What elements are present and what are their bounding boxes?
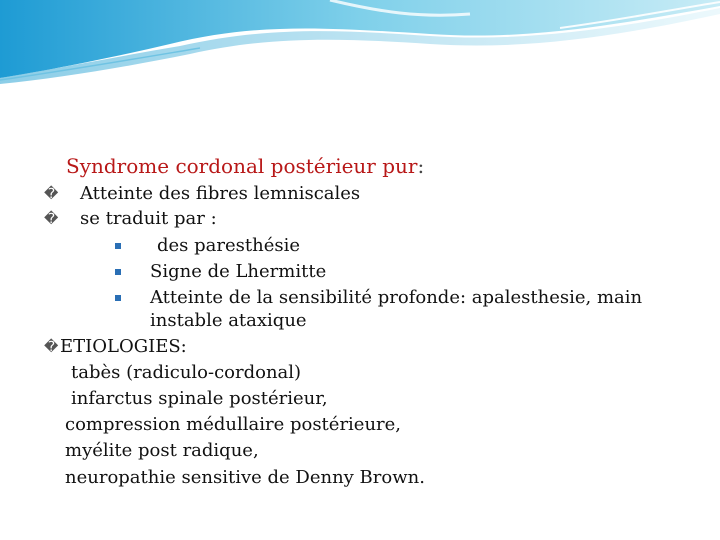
slide-title-colon: : [417,154,425,178]
etiology-item: neuropathie sensitive de Denny Brown. [65,467,425,488]
square-bullet-icon [115,295,121,301]
replacement-char-icon: � [44,186,59,202]
replacement-char-icon: � [44,211,59,227]
square-bullet-icon [115,243,121,249]
etiology-item: myélite post radique, [65,440,259,461]
etiology-item: compression médullaire postérieure, [65,414,402,435]
etiology-item: infarctus spinale postérieur, [71,388,328,409]
list-item: Atteinte des fibres lemniscales [80,183,361,204]
sub-list-item: Signe de Lhermitte [150,261,327,282]
etiologies-heading: ETIOLOGIES: [60,336,187,357]
replacement-char-icon: � [44,339,59,355]
etiology-item: tabès (radiculo-cordonal) [71,362,302,383]
list-item: se traduit par : [80,208,217,229]
sub-list-item: Atteinte de la sensibilité profonde: apalesthesie, main [150,287,643,308]
sub-list-item: des paresthésie [157,235,301,256]
sub-list-item-continuation: instable ataxique [150,310,307,331]
header-wave-decoration [0,0,720,100]
slide-title-text: Syndrome cordonal postérieur pur [66,154,418,178]
square-bullet-icon [115,269,121,275]
slide-title [66,155,424,177]
